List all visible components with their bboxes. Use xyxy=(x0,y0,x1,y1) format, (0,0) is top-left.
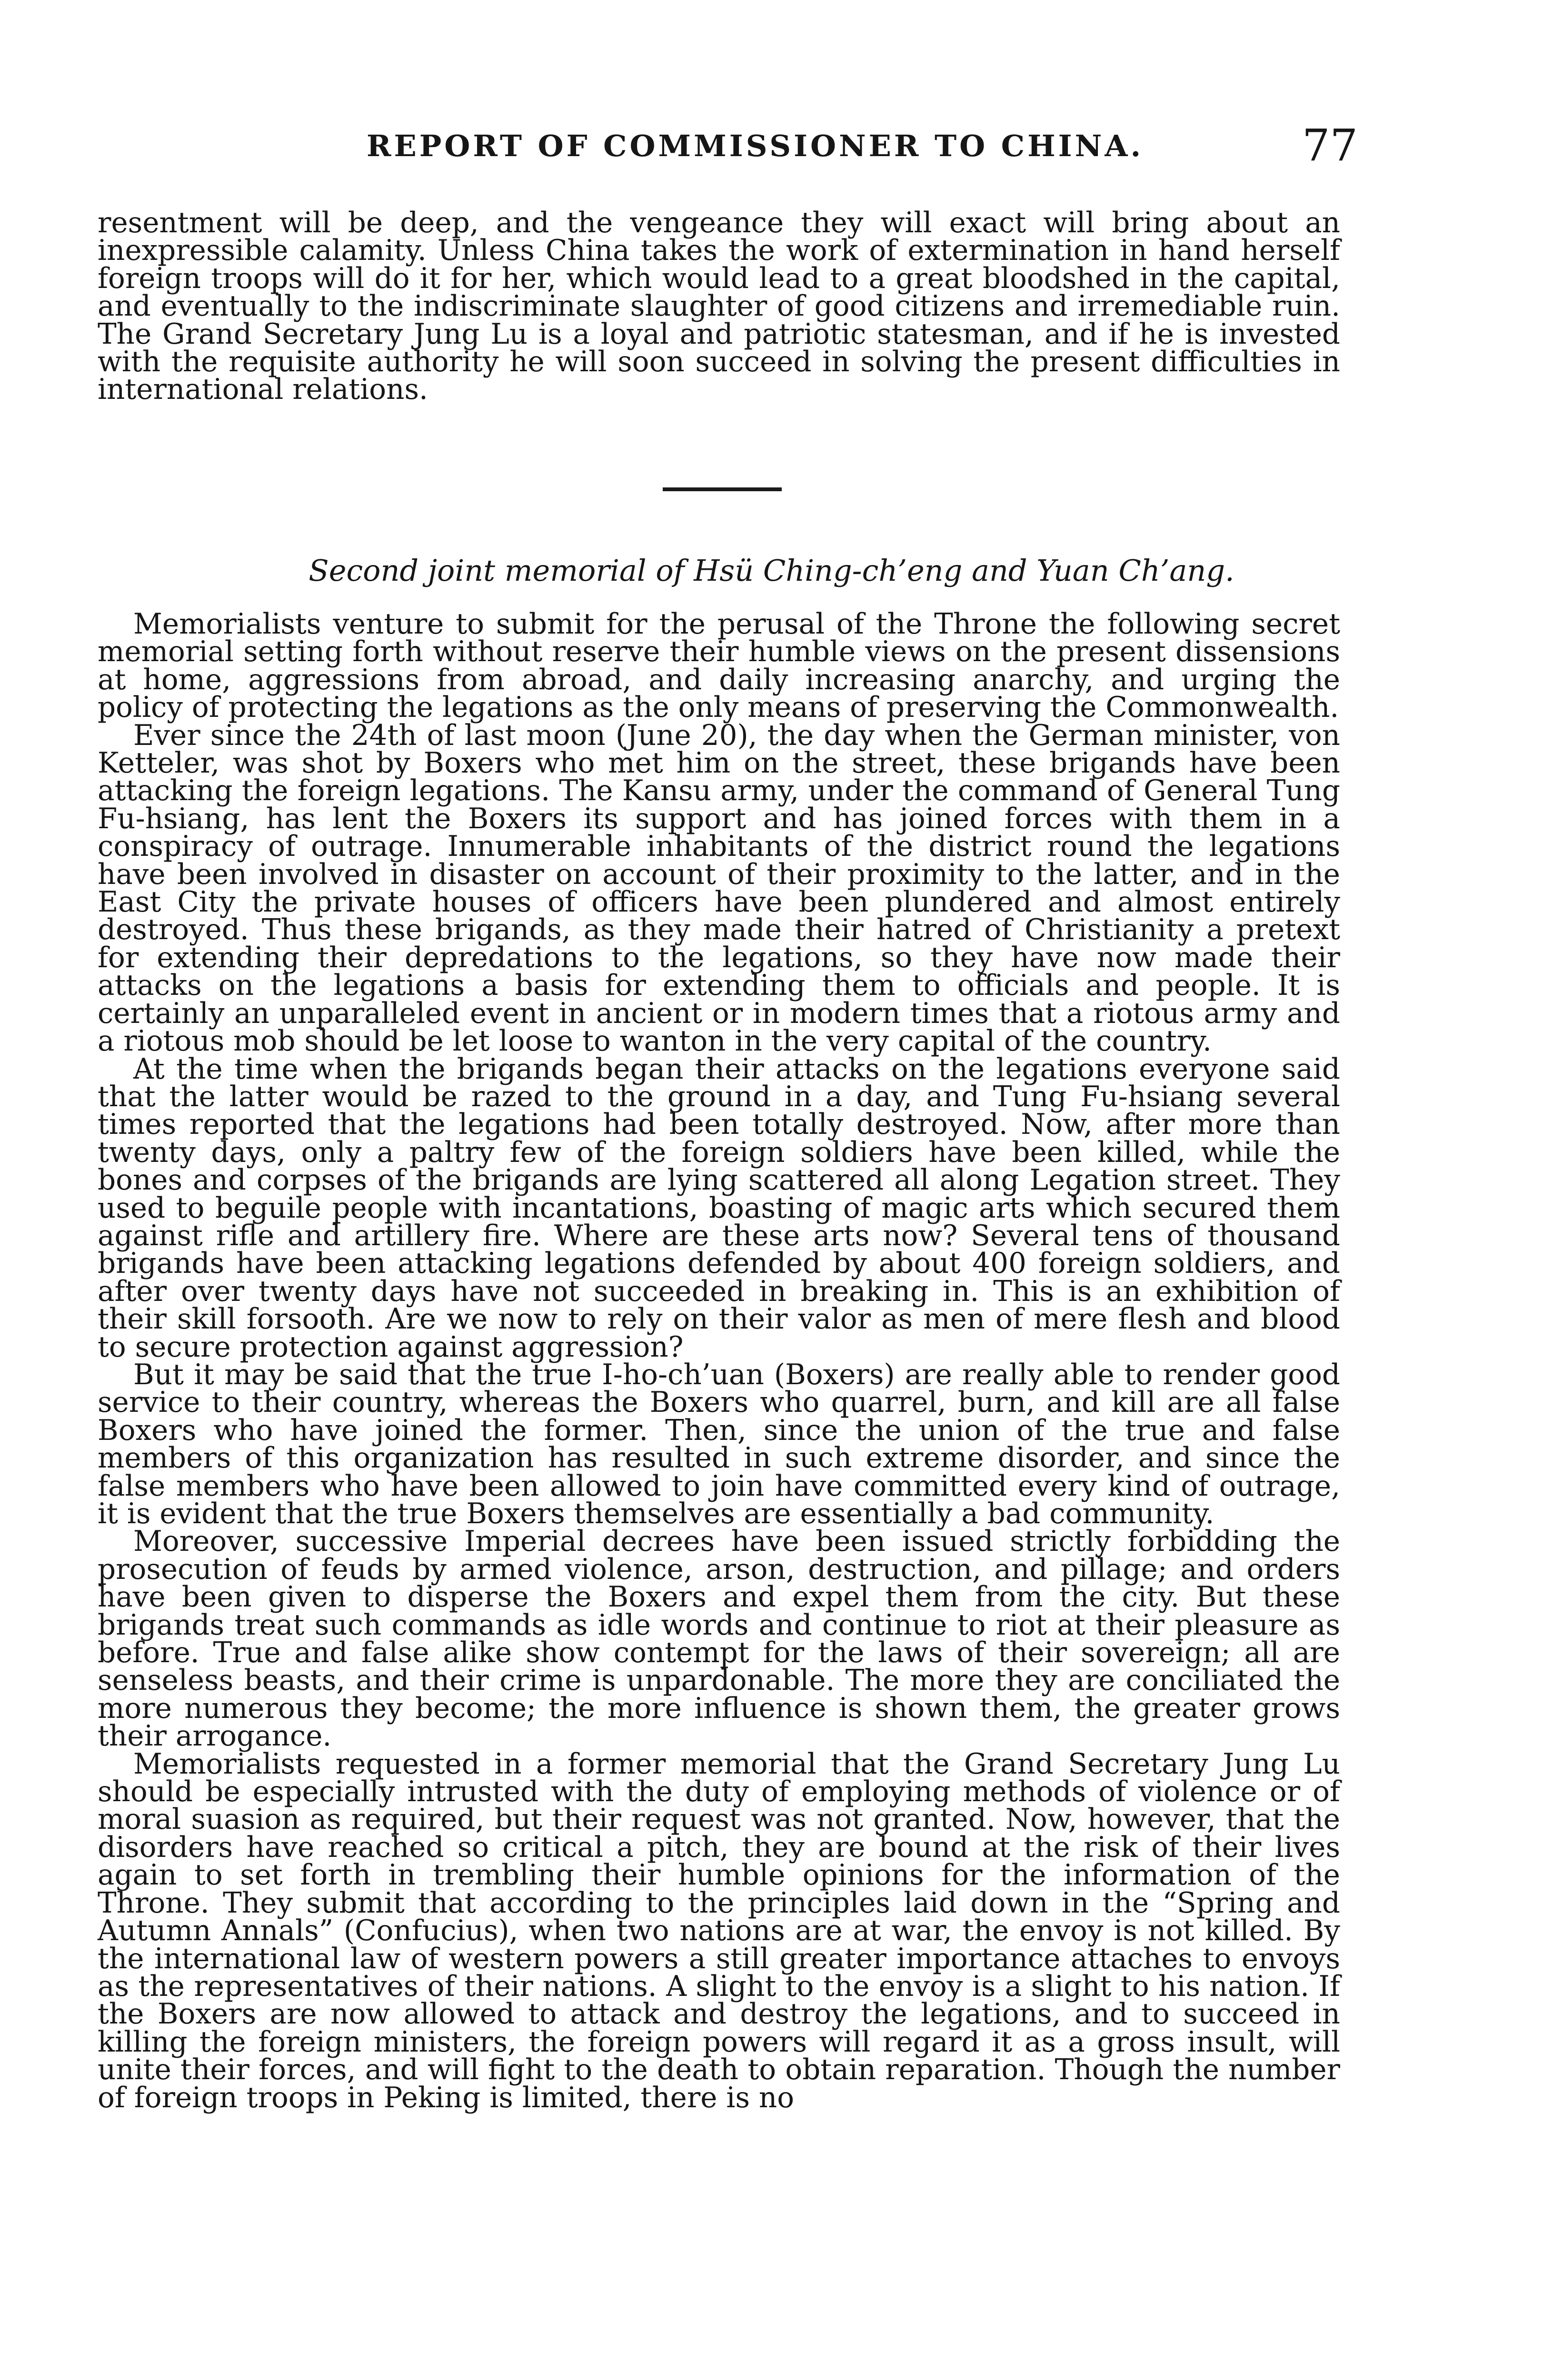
memorial-paragraph-2: Ever since the 24th of last moon (June 20), the day when the German minister, von Ketteler, was shot by Boxers who met him on the street, these brigands have been attacking the foreign legations. The Kansu army, under the command of General Tung Fu-hsiang, has lent the Boxers its support and has joined forces with them in a conspiracy of outrage. Innumerable inhabitants of the district round the legations have been involved in disaster on account of their proximity to the latter, and in the East City the private houses of officers have been plundered and almost entirely destroyed. Thus these brigands, as they made their hatred of Christianity a pretext for extending their depredations to the legations, so they have now made their attacks on the legations a basis for extending them to officials and people. It is certainly an unparalleled event in ancient or in modern times that a riotous army and a riotous mob should be let loose to wanton in the very capital of the country. xyxy=(98,719,1340,1058)
intro-text-block xyxy=(98,207,1340,407)
memorial-text-block xyxy=(98,608,1340,2114)
page-header xyxy=(0,120,1543,177)
memorial-heading: Second joint memorial of Hsü Ching-ch’eng and Yuan Ch’ang. xyxy=(309,553,1234,588)
memorial-paragraph-5: Moreover, successive Imperial decrees have been issued strictly forbidding the prosecution of feuds by armed violence, arson, destruction, and pillage; and orders have been given to disperse the Boxers and expel them from the city. But these brigands treat such commands as idle words and continue to riot at their pleasure as before. True and false alike show contempt for the laws of their sovereign; all are senseless beasts, and their crime is unpardonable. The more they are conciliated the more numerous they become; the more influence is shown them, the greater grows their arrogance. xyxy=(98,1525,1340,1753)
running-title: REPORT OF COMMISSIONER TO CHINA. xyxy=(367,129,1144,163)
section-divider-rule xyxy=(663,487,782,491)
memorial-paragraph-6: Memorialists requested in a former memorial that the Grand Secretary Jung Lu should be especially intrusted with the duty of employing methods of violence or of moral suasion as required, but their request was not granted. Now, however, that the disorders have reached so critical a pitch, they are bound at the risk of their lives again to set forth in trembling their humble opinions for the information of the Throne. They submit that according to the principles laid down in the “Spring and Autumn Annals” (Confucius), when two nations are at war, the envoy is not killed. By the international law of western powers a still greater importance attaches to envoys as the representatives of their nations. A slight to the envoy is a slight to his nation. If the Boxers are now allowed to attack and destroy the legations, and to succeed in killing the foreign ministers, the foreign powers will regard it as a gross insult, will unite their forces, and will fight to the death to obtain reparation. Though the number of foreign troops in Peking is limited, there is no xyxy=(98,1747,1340,2114)
memorial-paragraph-4: But it may be said that the true I-ho-ch’uan (Boxers) are really able to render good service to their country, whereas the Boxers who quarrel, burn, and kill are all false Boxers who have joined the former. Then, since the union of the true and false members of this organization has resulted in such extreme disorder, and since the false members who have been allowed to join have committed every kind of outrage, it is evident that the true Boxers themselves are essentially a bad community. xyxy=(98,1358,1340,1530)
intro-paragraph: resentment will be deep, and the vengeance they will exact will bring about an inexpressible calamity. Unless China takes the work of extermination in hand herself foreign troops will do it for her, which would lead to a great bloodshed in the capital, and eventually to the indiscriminate slaughter of good citizens and irremediable ruin. The Grand Secretary Jung Lu is a loyal and patriotic statesman, and if he is invested with the requisite authority he will soon succeed in solving the present difficulties in international relations. xyxy=(98,207,1340,407)
memorial-paragraph-1: Memorialists venture to submit for the perusal of the Throne the following secret memorial setting forth without reserve their humble views on the present dissensions at home, aggressions from abroad, and daily increasing anarchy, and urging the policy of protecting the legations as the only means of preserving the Commonwealth. xyxy=(98,608,1340,724)
page-number: 77 xyxy=(1302,120,1358,171)
memorial-paragraph-3: At the time when the brigands began their attacks on the legations everyone said that the latter would be razed to the ground in a day, and Tung Fu-hsiang several times reported that the legations had been totally destroyed. Now, after more than twenty days, only a paltry few of the foreign soldiers have been killed, while the bones and corpses of the brigands are lying scattered all along Legation street. They used to beguile people with incantations, boasting of magic arts which secured them against rifle and artillery fire. Where are these arts now? Several tens of thousand brigands have been attacking legations defended by about 400 foreign soldiers, and after over twenty days have not succeeded in breaking in. This is an exhibition of their skill forsooth. Are we now to rely on their valor as men of mere flesh and blood to secure protection against aggression? xyxy=(98,1052,1340,1364)
